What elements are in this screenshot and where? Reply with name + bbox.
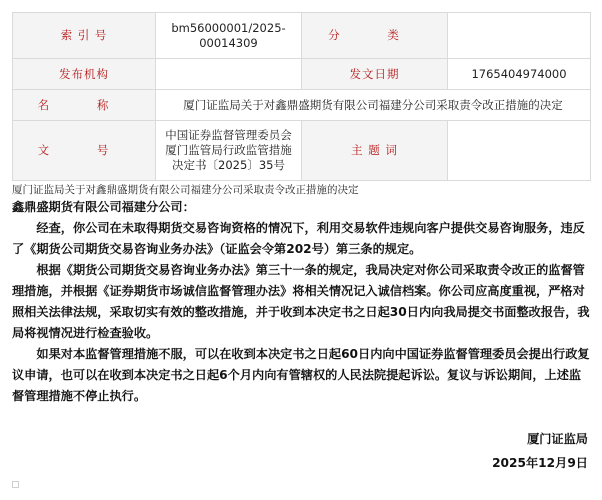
issue-date-label: 发文日期	[302, 59, 448, 90]
doc-no-label: 文 号	[13, 121, 156, 181]
signature-org: 厦门证监局	[527, 432, 588, 446]
meta-row-publisher	[13, 59, 591, 90]
paragraph-3: 如果对本监督管理措施不服，可以在收到本决定书之日起60日内向中国证券监督管理委员会提出行政复议申请，也可以在收到本决定书之日起6个月内向有管辖权的人民法院提起诉讼。复议与诉讼期间，上述监督管理措施不停止执行。	[12, 347, 590, 403]
meta-row-index	[13, 13, 591, 59]
subject-label: 主 题 词	[302, 121, 448, 181]
category-label: 分 类	[302, 13, 448, 59]
paragraph-1: 经查，你公司在未取得期货交易咨询资格的情况下，利用交易软件违规向客户提供交易咨询服务，违反了《期货公司期货交易咨询业务办法》（证监会令第202号）第三条的规定。	[12, 221, 585, 256]
signature-date: 2025年12月9日	[492, 456, 588, 470]
subject-value	[448, 121, 591, 181]
category-value	[448, 13, 591, 59]
name-value: 厦门证监局关于对鑫鼎盛期货有限公司福建分公司采取责令改正措施的决定	[156, 90, 591, 121]
name-label: 名 称	[13, 90, 156, 121]
publisher-value	[156, 59, 302, 90]
addressee: 鑫鼎盛期货有限公司福建分公司：	[12, 200, 195, 214]
metadata-table	[12, 12, 591, 181]
paragraph-2: 根据《期货公司期货交易咨询业务办法》第三十一条的规定，我局决定对你公司采取责令改正的监督管理措施，并根据《证券期货市场诚信监督管理办法》将相关情况记入诚信档案。你公司应高度重视，严格对照相关法律法规，采取切实有效的整改措施，并于收到本决定书之日起30日内向我局提交书面整改报告，我局将视情况进行检查验收。	[12, 263, 590, 340]
index-label: 索 引 号	[13, 13, 156, 59]
publisher-label: 发布机构	[13, 59, 156, 90]
meta-row-name	[13, 90, 591, 121]
meta-row-docno	[13, 121, 591, 181]
doc-no-value: 中国证券监督管理委员会厦门监管局行政监管措施决定书〔2025〕35号	[156, 121, 302, 181]
index-value: bm56000001/2025-00014309	[156, 13, 302, 59]
issue-date-value: 1765404974000	[448, 59, 591, 90]
document-caption: 厦门证监局关于对鑫鼎盛期货有限公司福建分公司采取责令改正措施的决定	[12, 184, 359, 196]
document-body	[12, 196, 590, 407]
corner-mark	[12, 481, 19, 488]
